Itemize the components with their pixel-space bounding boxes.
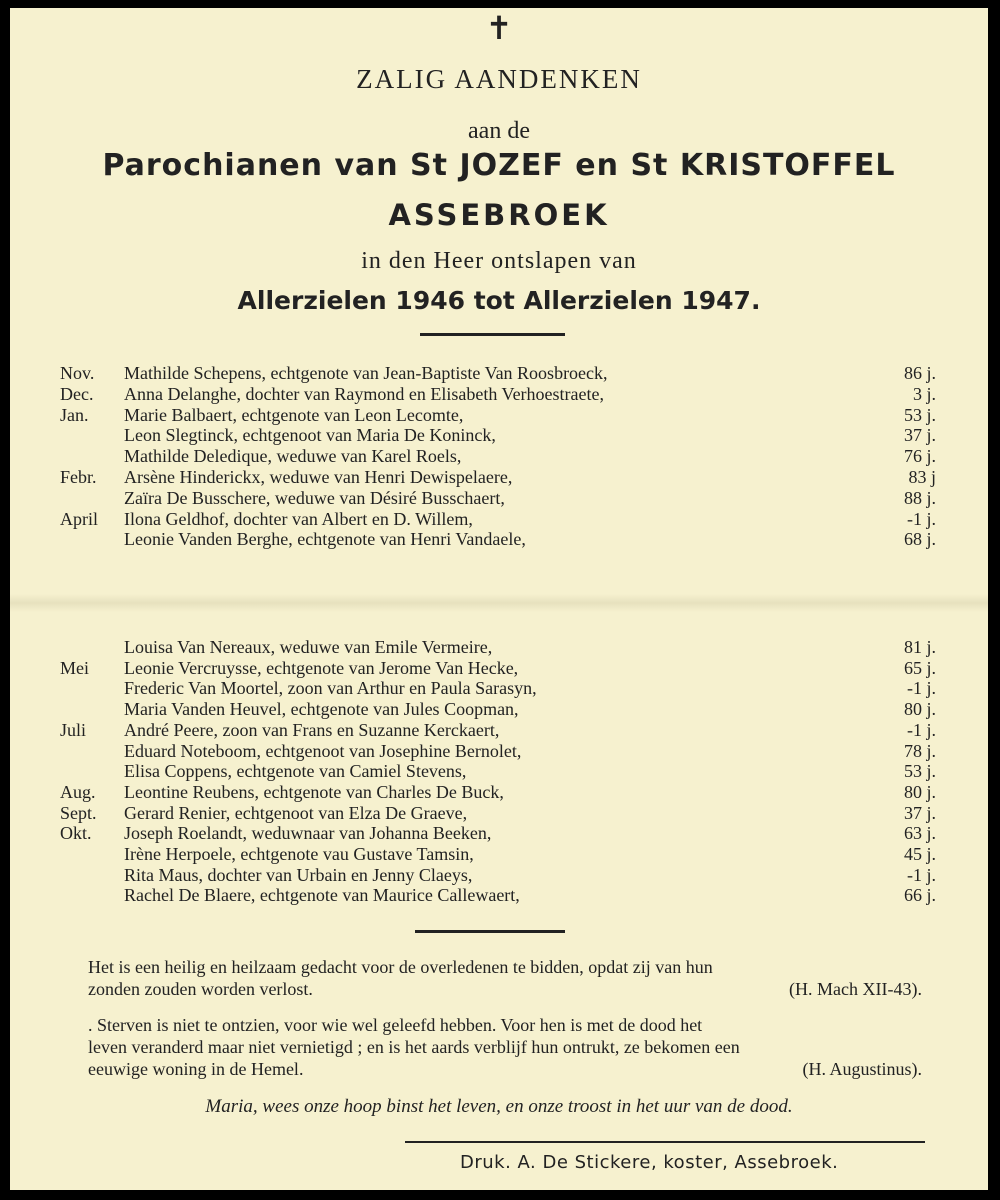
entry-person: Irène Herpoele, echtgenote vau Gustave Tamsin,	[124, 844, 474, 864]
deceased-entry	[10, 528, 988, 550]
deceased-entry	[10, 884, 988, 906]
deceased-entry	[10, 466, 988, 488]
entry-month: Aug.	[60, 781, 96, 802]
deceased-entry	[10, 843, 988, 865]
entry-age: 83 j	[908, 467, 936, 487]
entry-person: Leontine Reubens, echtgenote van Charles De Buck,	[124, 781, 504, 802]
entry-person: Leonie Vercruysse, echtgenote van Jerome Van Hecke,	[124, 657, 519, 678]
memorial-card	[10, 8, 988, 1190]
entry-month: Mei	[60, 657, 89, 678]
entry-person: Marie Balbaert, echtgenote van Leon Lecomte,	[124, 404, 464, 425]
entry-person: Ilona Geldhof, dochter van Albert en D. Willem,	[124, 508, 473, 529]
entry-person: Louisa Van Nereaux, weduwe van Emile Vermeire,	[124, 637, 493, 657]
divider-top	[420, 333, 565, 336]
entry-month: Dec.	[60, 383, 94, 404]
quote-line: . Sterven is niet te ontzien, voor wie wel geleefd hebben. Voor hen is met de dood het	[88, 1015, 703, 1035]
entry-person: Leon Slegtinck, echtgenoot van Maria De Koninck,	[124, 425, 496, 446]
entry-age: -1 j.	[907, 508, 936, 529]
deceased-entry	[10, 677, 988, 699]
entry-age: 78 j.	[903, 740, 936, 761]
quote-maccabees	[88, 956, 934, 1000]
entry-person: Mathilde Schepens, echtgenote van Jean-Baptiste Van Roosbroeck,	[124, 363, 608, 383]
quote-source: (H. Mach XII-43).	[789, 979, 922, 999]
entry-person: Arsène Hinderickx, weduwe van Henri Dewispelaere,	[124, 467, 513, 487]
divider-bottom	[405, 1141, 925, 1143]
entry-person: Mathilde Deledique, weduwe van Karel Roels,	[124, 446, 462, 467]
deceased-entry	[10, 404, 988, 426]
divider-middle	[415, 930, 565, 933]
deceased-entry	[10, 719, 988, 741]
deceased-entry	[10, 487, 988, 509]
deceased-entry	[10, 636, 988, 658]
paper-fold	[10, 594, 988, 612]
entry-person: Zaïra De Busschere, weduwe van Désiré Busschaert,	[124, 487, 505, 508]
entry-age: 65 j.	[903, 657, 936, 678]
entry-age: -1 j.	[907, 719, 936, 740]
entry-month: Okt.	[60, 823, 92, 844]
entry-person: Eduard Noteboom, echtgenoot van Josephine Bernolet,	[124, 740, 522, 761]
deceased-entry	[10, 383, 988, 405]
entry-month: April	[60, 508, 98, 529]
town-title: ASSEBROEK	[388, 198, 610, 232]
entry-age: 86 j.	[903, 363, 936, 383]
entry-month: Juli	[60, 719, 87, 740]
deceased-entry	[10, 362, 988, 384]
quote-augustinus	[88, 1014, 934, 1080]
entry-person: Rachel De Blaere, echtgenote van Maurice Callewaert,	[124, 885, 520, 906]
entry-person: Joseph Roelandt, weduwnaar van Johanna Beeken,	[124, 823, 492, 844]
entry-age: 80 j.	[903, 781, 936, 802]
closing-prayer: Maria, wees onze hoop binst het leven, en onze troost in het uur van de dood.	[205, 1096, 793, 1117]
deceased-entry	[10, 424, 988, 446]
deceased-entry	[10, 445, 988, 467]
entry-age: 37 j.	[903, 802, 936, 823]
deceased-entry	[10, 740, 988, 762]
deceased-entry	[10, 781, 988, 803]
entry-age: 45 j.	[903, 844, 936, 864]
entry-age: 81 j.	[903, 637, 936, 657]
entry-age: 88 j.	[903, 487, 936, 508]
quote-line: leven veranderd maar niet vernietigd ; en is het aards verblijf hun ontrukt, ze bekomen een	[88, 1037, 740, 1057]
entry-month: Sept.	[60, 802, 97, 823]
deceased-entry	[10, 508, 988, 530]
entry-age: 66 j.	[903, 885, 936, 906]
entry-age: 3 j.	[912, 383, 936, 404]
cross-icon: ✝	[485, 10, 513, 46]
entry-person: Leonie Vanden Berghe, echtgenote van Henri Vandaele,	[124, 529, 526, 550]
entry-person: Rita Maus, dochter van Urbain en Jenny Claeys,	[124, 864, 473, 885]
entry-month: Febr.	[60, 467, 97, 487]
deceased-entry	[10, 698, 988, 720]
title-zalig-aandenken: ZALIG AANDENKEN	[356, 64, 642, 94]
entry-age: -1 j.	[907, 678, 936, 699]
entry-month: Jan.	[60, 404, 89, 425]
quote-line: eeuwige woning in de Hemel.	[88, 1059, 304, 1079]
quote-source: (H. Augustinus).	[802, 1059, 922, 1079]
quote-line: zonden zouden worden verlost.	[88, 979, 313, 999]
deceased-entry	[10, 864, 988, 886]
entry-person: Anna Delanghe, dochter van Raymond en Elisabeth Verhoestraete,	[124, 383, 605, 404]
entry-age: 76 j.	[903, 446, 936, 467]
entry-age: 80 j.	[903, 699, 936, 720]
subtitle-aan-de: aan de	[468, 118, 530, 144]
deceased-entry	[10, 657, 988, 679]
entry-person: Frederic Van Moortel, zoon van Arthur en Paula Sarasyn,	[124, 678, 537, 699]
entry-month: Nov.	[60, 363, 95, 383]
parish-title: Parochianen van St JOZEF en St KRISTOFFEL	[102, 148, 896, 183]
entry-age: 63 j.	[903, 823, 936, 844]
entry-age: -1 j.	[907, 864, 936, 885]
entry-age: 37 j.	[903, 425, 936, 446]
entry-person: Maria Vanden Heuvel, echtgenote van Jules Coopman,	[124, 699, 519, 720]
deceased-entry	[10, 802, 988, 824]
period-title: Allerzielen 1946 tot Allerzielen 1947.	[237, 286, 761, 315]
quote-line: Het is een heilig en heilzaam gedacht voor de overledenen te bidden, opdat zij van hun	[88, 957, 713, 977]
printer-credit: Druk. A. De Stickere, koster, Assebroek.	[460, 1152, 839, 1173]
deceased-entry	[10, 760, 988, 782]
deceased-entry	[10, 822, 988, 844]
entry-age: 68 j.	[903, 529, 936, 550]
subtitle-ontslapen: in den Heer ontslapen van	[361, 248, 637, 274]
entry-person: Elisa Coppens, echtgenote van Camiel Stevens,	[124, 761, 467, 782]
entry-age: 53 j.	[903, 761, 936, 782]
entry-age: 53 j.	[903, 404, 936, 425]
entry-person: Gerard Renier, echtgenoot van Elza De Graeve,	[124, 802, 468, 823]
entry-person: André Peere, zoon van Frans en Suzanne Kerckaert,	[124, 719, 500, 740]
